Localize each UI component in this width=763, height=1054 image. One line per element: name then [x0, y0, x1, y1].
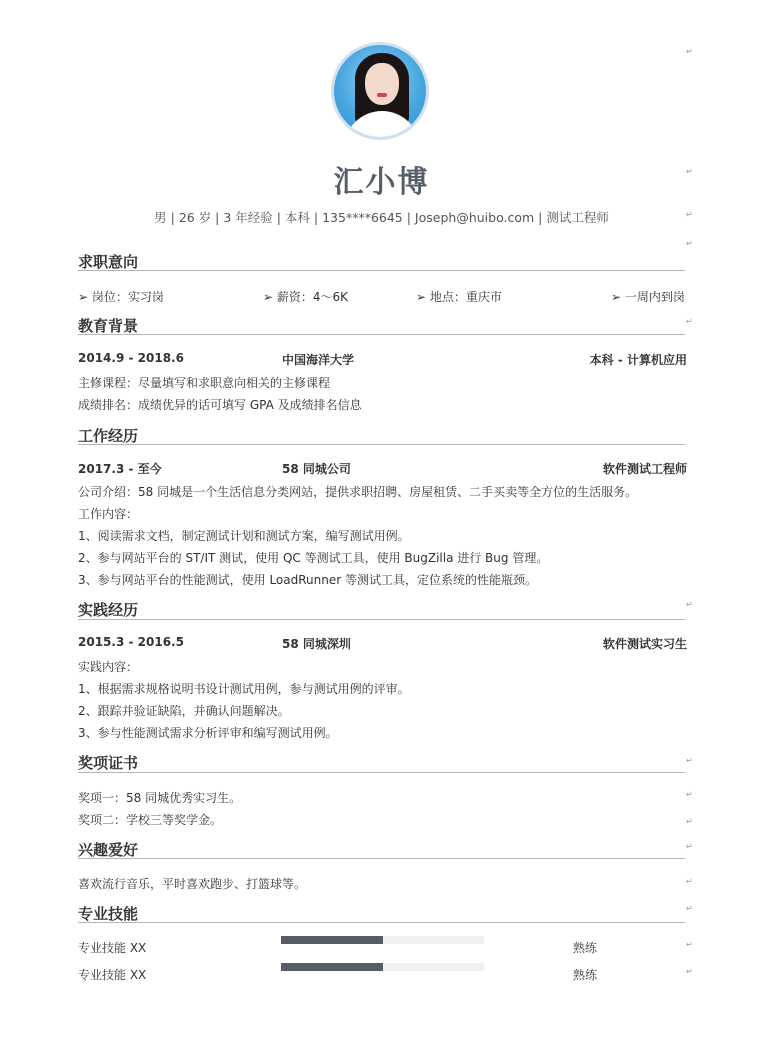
avatar-lips: [377, 93, 387, 97]
paragraph-mark: ↵: [686, 317, 693, 326]
paragraph-mark: ↵: [686, 756, 693, 765]
practice-line: 2、跟踪并验证缺陷，并确认问题解决。: [78, 704, 290, 718]
skill-name: 专业技能 XX: [78, 968, 147, 982]
contact-info: 男 | 26 岁 | 3 年经验 | 本科 | 135****6645 | Joseph@huibo.com | 测试工程师: [154, 210, 609, 225]
award-item: 奖项二：学校三等奖学金。: [78, 813, 223, 827]
paragraph-mark: ↵: [686, 790, 693, 799]
paragraph-mark: ↵: [686, 239, 693, 248]
intent-location: ➢ 地点：重庆市: [416, 290, 502, 304]
intent-availability: ➢ 一周内到岗: [611, 290, 685, 304]
section-divider: [78, 270, 685, 271]
work-line: 2、参与网站平台的 ST/IT 测试，使用 QC 等测试工具，使用 BugZilla 进行 Bug 管理。: [78, 551, 549, 565]
avatar: [331, 42, 429, 140]
paragraph-mark: ↵: [686, 210, 693, 219]
education-courses: 主修课程：尽量填写和求职意向相关的主修课程: [78, 376, 331, 390]
skill-bar-fill: [281, 963, 383, 971]
skill-level: 熟练: [573, 968, 598, 982]
paragraph-mark: ↵: [686, 967, 693, 976]
work-role: 软件测试工程师: [602, 462, 687, 476]
work-company: 58 同城公司: [282, 462, 351, 476]
paragraph-mark: ↵: [686, 940, 693, 949]
skill-name: 专业技能 XX: [78, 941, 147, 955]
candidate-name: 汇小博: [333, 165, 430, 200]
section-title-skills: 专业技能: [78, 905, 139, 923]
section-divider: [78, 334, 685, 335]
practice-role: 软件测试实习生: [602, 637, 687, 651]
practice-line: 1、根据需求规格说明书设计测试用例，参与测试用例的评审。: [78, 682, 410, 696]
work-line: 工作内容：: [78, 507, 139, 521]
section-title-intent: 求职意向: [78, 253, 139, 271]
section-title-education: 教育背景: [78, 317, 139, 335]
skill-bar-fill: [281, 936, 383, 944]
practice-company: 58 同城深圳: [282, 637, 351, 651]
section-divider: [78, 858, 685, 859]
intent-salary: ➢ 薪资：4～6K: [263, 290, 349, 304]
section-title-hobbies: 兴趣爱好: [78, 841, 139, 859]
work-line: 公司介绍：58 同城是一个生活信息分类网站，提供求职招聘、房屋租赁、二手买卖等全方位的生活服务。: [78, 485, 638, 499]
avatar-face: [365, 63, 399, 105]
paragraph-mark: ↵: [686, 877, 693, 886]
section-divider: [78, 619, 685, 620]
section-divider: [78, 922, 685, 923]
paragraph-mark: ↵: [686, 842, 693, 851]
work-date: 2017.3 - 至今: [78, 462, 162, 476]
education-date: 2014.9 - 2018.6: [78, 351, 184, 365]
paragraph-mark: ↵: [686, 167, 693, 176]
intent-position: ➢ 岗位：实习岗: [78, 290, 164, 304]
paragraph-mark: ↵: [686, 600, 693, 609]
section-divider: [78, 772, 685, 773]
practice-line: 3、参与性能测试需求分析评审和编写测试用例。: [78, 726, 338, 740]
hobbies-text: 喜欢流行音乐，平时喜欢跑步、打篮球等。: [78, 877, 307, 891]
education-degree: 本科 - 计算机应用: [589, 353, 687, 367]
skill-bar: [281, 963, 484, 971]
skill-level: 熟练: [573, 941, 598, 955]
practice-date: 2015.3 - 2016.5: [78, 635, 184, 649]
education-ranking: 成绩排名：成绩优异的话可填写 GPA 及成绩排名信息: [78, 398, 362, 412]
paragraph-mark: ↵: [686, 47, 693, 56]
paragraph-mark: ↵: [686, 817, 693, 826]
section-title-practice: 实践经历: [78, 601, 139, 619]
section-divider: [78, 444, 685, 445]
education-school: 中国海洋大学: [282, 353, 355, 367]
practice-line: 实践内容：: [78, 660, 139, 674]
work-line: 3、参与网站平台的性能测试，使用 LoadRunner 等测试工具，定位系统的性能瓶颈。: [78, 573, 537, 587]
skill-bar: [281, 936, 484, 944]
section-title-work: 工作经历: [78, 427, 139, 445]
award-item: 奖项一：58 同城优秀实习生。: [78, 791, 242, 805]
work-line: 1、阅读需求文档，制定测试计划和测试方案，编写测试用例。: [78, 529, 410, 543]
paragraph-mark: ↵: [686, 904, 693, 913]
section-title-awards: 奖项证书: [78, 754, 139, 772]
